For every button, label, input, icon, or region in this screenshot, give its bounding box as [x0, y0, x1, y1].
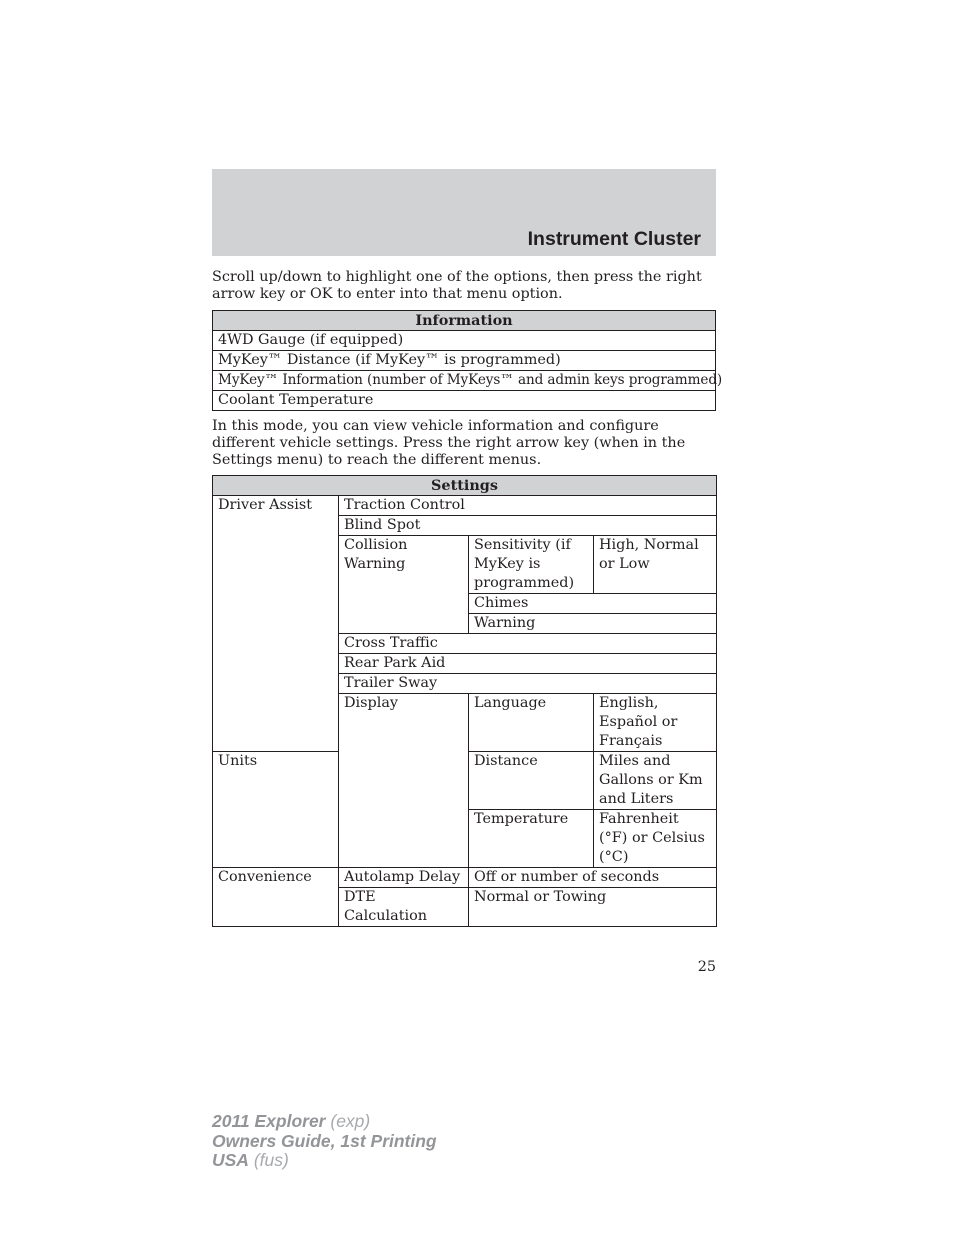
table-cell: Normal or Towing: [469, 888, 717, 927]
table-cell: Off or number of seconds: [469, 868, 717, 888]
table-cell: Distance: [469, 752, 594, 810]
footer-line: 2011 Explorer (exp): [212, 1111, 371, 1131]
section-header-band: [212, 169, 716, 256]
footer-line: Owners Guide, 1st Printing: [212, 1130, 437, 1151]
information-table: [212, 310, 723, 411]
table-cell: English, Español or Français: [594, 694, 717, 752]
section-title: Instrument Cluster: [527, 228, 701, 250]
table-row: MyKey™ Distance (if MyKey™ is programmed): [213, 351, 716, 371]
table-cell: Units: [213, 752, 339, 868]
table-cell: Chimes: [469, 594, 717, 614]
table-cell: Rear Park Aid: [339, 654, 717, 674]
table-row: MyKey™ Information (number of MyKeys™ and admin keys programmed): [213, 371, 716, 391]
table-cell: Autolamp Delay: [339, 868, 469, 888]
table-cell: Collision Warning: [339, 536, 469, 634]
table-cell: Language: [469, 694, 594, 752]
table-cell: Blind Spot: [339, 516, 717, 536]
page-number: 25: [697, 959, 716, 975]
category-display: Display: [339, 694, 469, 868]
settings-table: [212, 475, 717, 927]
table-cell: Miles and Gallons or Km and Liters: [594, 752, 717, 810]
document-footer: [212, 1112, 437, 1171]
table-cell: DTE Calculation: [339, 888, 469, 927]
settings-intro-paragraph: In this mode, you can view vehicle information and configure different vehicle settings. Press the right arrow key (when in the Settings menu) to reach the different menus.: [212, 418, 686, 468]
table-row: 4WD Gauge (if equipped): [213, 331, 716, 351]
table-cell: Warning: [469, 614, 717, 634]
table-cell: Temperature: [469, 810, 594, 868]
settings-table-heading: Settings: [213, 476, 717, 496]
category-driver-assist: Driver Assist: [213, 496, 339, 752]
information-table-heading: Information: [213, 311, 716, 331]
intro-paragraph: Scroll up/down to highlight one of the options, then press the right arrow key or OK to enter into that menu option.: [212, 269, 702, 302]
table-row: Coolant Temperature: [213, 391, 716, 411]
table-cell: Traction Control: [339, 496, 717, 516]
category-convenience: Convenience: [213, 868, 339, 927]
table-cell: Cross Traffic: [339, 634, 717, 654]
table-cell: Trailer Sway: [339, 674, 717, 694]
table-cell: High, Normal or Low: [594, 536, 717, 594]
table-cell: Sensitivity (if MyKey is programmed): [469, 536, 594, 594]
table-cell: Fahrenheit (°F) or Celsius (°C): [594, 810, 717, 868]
footer-line: USA (fus): [212, 1150, 289, 1170]
